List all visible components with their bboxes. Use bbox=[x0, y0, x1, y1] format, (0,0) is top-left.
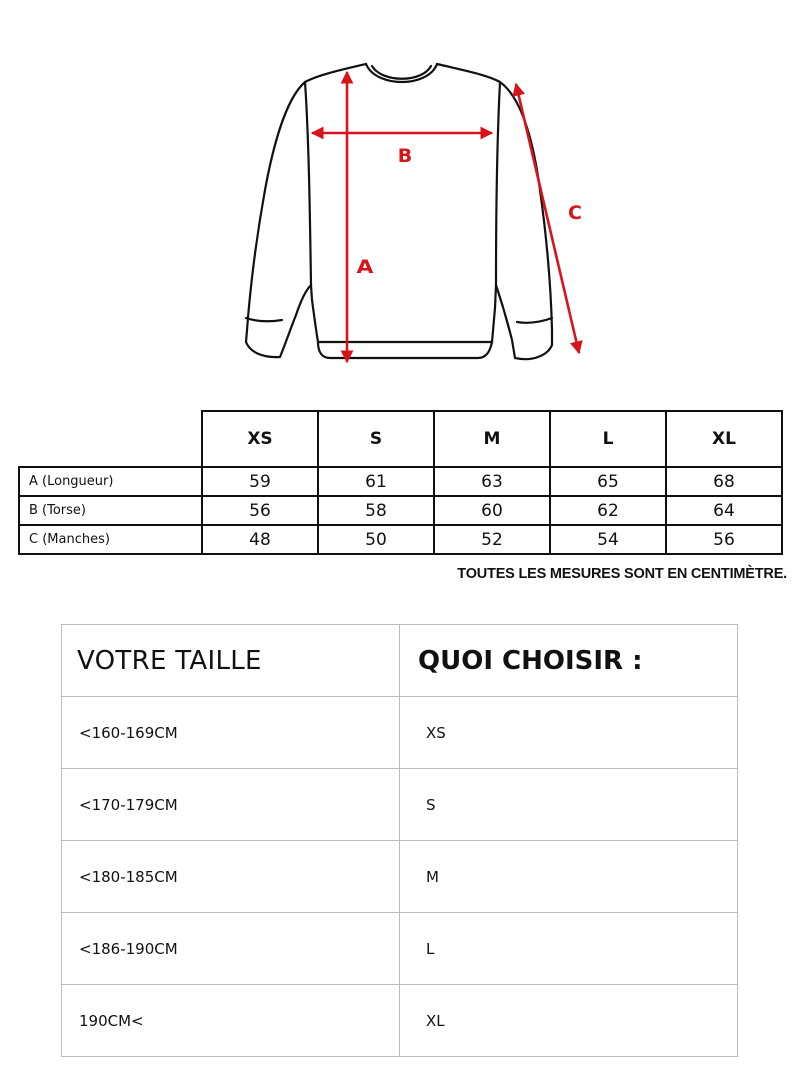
recommended-size: M bbox=[400, 841, 738, 913]
table-cell: 68 bbox=[666, 467, 782, 496]
header-your-height: VOTRE TAILLE bbox=[62, 625, 400, 697]
header-what-to-choose: QUOI CHOISIR : bbox=[400, 625, 738, 697]
table-cell: 64 bbox=[666, 496, 782, 525]
height-range: <160-169CM bbox=[62, 697, 400, 769]
label-c: C bbox=[568, 202, 582, 224]
sweatshirt-measurement-diagram bbox=[0, 0, 800, 390]
table-cell: 62 bbox=[550, 496, 666, 525]
recommendation-header-row bbox=[62, 625, 738, 697]
size-measurement-table bbox=[18, 410, 783, 555]
height-range: <180-185CM bbox=[62, 841, 400, 913]
size-header-l: L bbox=[550, 411, 666, 467]
table-row bbox=[62, 841, 738, 913]
height-range: <170-179CM bbox=[62, 769, 400, 841]
table-row bbox=[62, 769, 738, 841]
measurement-unit-note: TOUTES LES MESURES SONT EN CENTIMÈTRE. bbox=[457, 566, 787, 582]
size-header-s: S bbox=[318, 411, 434, 467]
row-label-length: A (Longueur) bbox=[19, 467, 202, 496]
table-cell: 52 bbox=[434, 525, 550, 554]
table-cell: 65 bbox=[550, 467, 666, 496]
measurement-lines bbox=[312, 72, 579, 362]
height-range: 190CM< bbox=[62, 985, 400, 1057]
table-cell: 50 bbox=[318, 525, 434, 554]
table-cell: 61 bbox=[318, 467, 434, 496]
size-header-m: M bbox=[434, 411, 550, 467]
table-row bbox=[62, 985, 738, 1057]
table-cell: 63 bbox=[434, 467, 550, 496]
table-cell: 56 bbox=[202, 496, 318, 525]
size-header-xl: XL bbox=[666, 411, 782, 467]
table-row bbox=[19, 525, 782, 554]
sweatshirt-outline bbox=[246, 64, 552, 359]
recommended-size: XS bbox=[400, 697, 738, 769]
recommended-size: S bbox=[400, 769, 738, 841]
size-header-row bbox=[19, 411, 782, 467]
table-cell: 48 bbox=[202, 525, 318, 554]
size-header-xs: XS bbox=[202, 411, 318, 467]
table-row bbox=[19, 467, 782, 496]
table-cell: 54 bbox=[550, 525, 666, 554]
label-b: B bbox=[397, 145, 413, 167]
table-row bbox=[62, 913, 738, 985]
size-recommendation-table bbox=[61, 624, 738, 1057]
table-cell: 58 bbox=[318, 496, 434, 525]
table-row bbox=[19, 496, 782, 525]
label-a: A bbox=[356, 255, 374, 278]
table-cell: 59 bbox=[202, 467, 318, 496]
table-cell: 60 bbox=[434, 496, 550, 525]
height-range: <186-190CM bbox=[62, 913, 400, 985]
table-row bbox=[62, 697, 738, 769]
table-cell: 56 bbox=[666, 525, 782, 554]
recommended-size: L bbox=[400, 913, 738, 985]
recommended-size: XL bbox=[400, 985, 738, 1057]
row-label-chest: B (Torse) bbox=[19, 496, 202, 525]
row-label-sleeves: C (Manches) bbox=[19, 525, 202, 554]
table-corner bbox=[19, 411, 202, 467]
